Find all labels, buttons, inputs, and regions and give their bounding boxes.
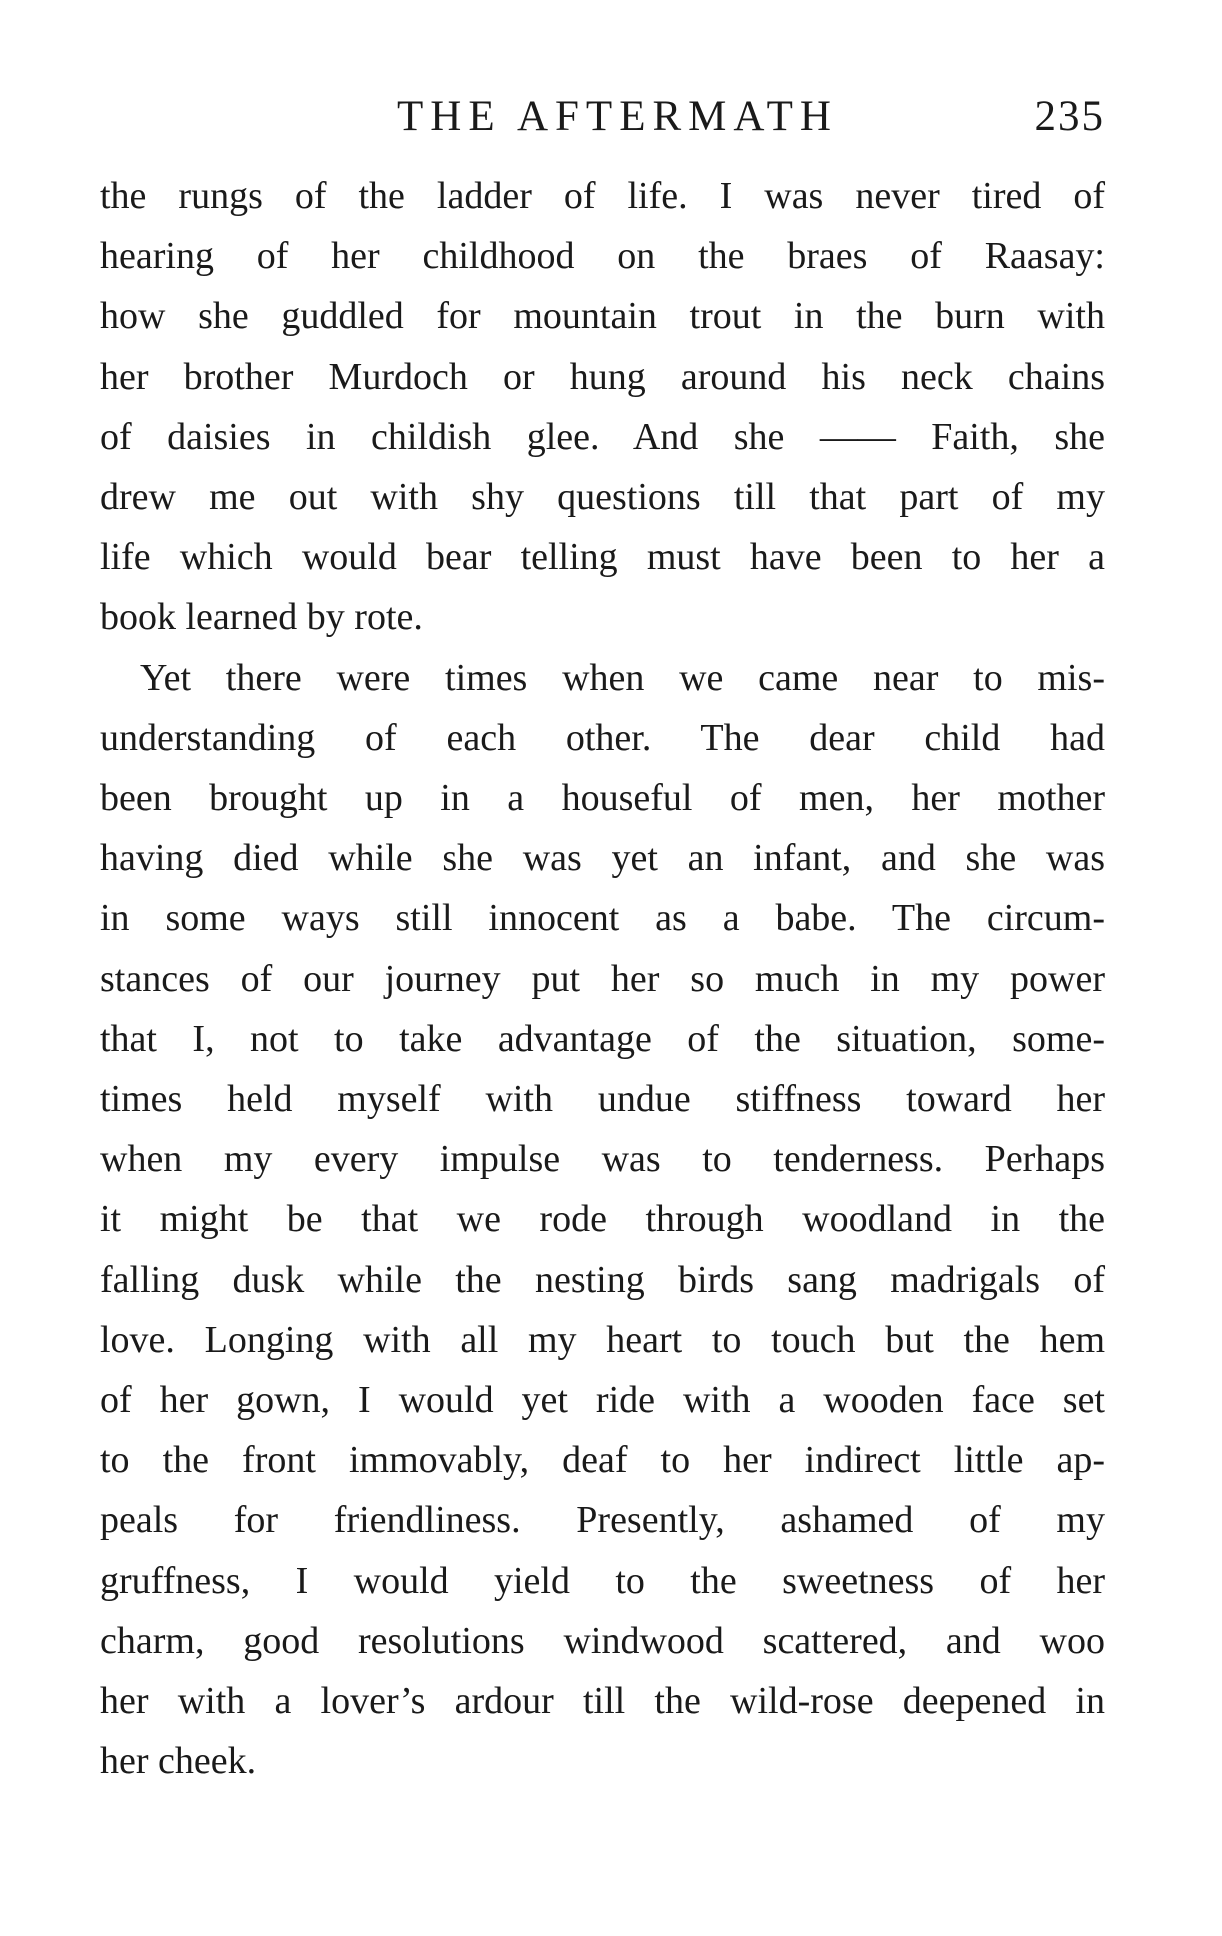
- text-line: falling dusk while the nesting birds sang madrigals of: [100, 1258, 1105, 1301]
- page-number: 235: [1034, 93, 1105, 140]
- running-title: THE AFTERMATH: [397, 93, 838, 140]
- text-line: been brought up in a houseful of men, her mother: [100, 777, 1105, 820]
- text-line: that I, not to take advantage of the situation, some-: [100, 1017, 1105, 1060]
- text-line: the rungs of the ladder of life. I was never tired of: [100, 175, 1105, 217]
- text-line: her cheek.: [100, 1740, 257, 1783]
- text-line: of daisies in childish glee. And she —— Faith, she: [100, 415, 1105, 458]
- text-line: life which would bear telling must have been to her a: [100, 536, 1105, 579]
- text-line: peals for friendliness. Presently, ashamed of my: [100, 1499, 1105, 1542]
- text-line: to the front immovably, deaf to her indirect little ap-: [100, 1439, 1105, 1482]
- text-line: having died while she was yet an infant, and she was: [100, 837, 1105, 880]
- text-line: Yet there were times when we came near to mis-: [140, 656, 1105, 699]
- paragraph-1: [100, 166, 1105, 648]
- text-line: book learned by rote.: [100, 596, 423, 639]
- text-line: drew me out with shy questions till that part of my: [100, 476, 1105, 519]
- text-line: understanding of each other. The dear child had: [100, 716, 1105, 759]
- text-line: times held myself with undue stiffness toward her: [100, 1078, 1105, 1121]
- text-line: stances of our journey put her so much in my power: [100, 957, 1105, 1000]
- book-page: [100, 92, 1105, 1791]
- text-line: her with a lover’s ardour till the wild-rose deepened in: [100, 1680, 1105, 1723]
- text-line: hearing of her childhood on the braes of Raasay:: [100, 235, 1105, 278]
- text-line: it might be that we rode through woodland in the: [100, 1198, 1105, 1241]
- text-line: of her gown, I would yet ride with a wooden face set: [100, 1379, 1105, 1422]
- text-line: her brother Murdoch or hung around his neck chains: [100, 355, 1105, 398]
- running-head: [100, 92, 1105, 152]
- text-line: gruffness, I would yield to the sweetness of her: [100, 1559, 1105, 1602]
- text-line: how she guddled for mountain trout in the burn with: [100, 295, 1105, 338]
- text-line: love. Longing with all my heart to touch but the hem: [100, 1318, 1105, 1361]
- text-line: charm, good resolutions windwood scattered, and woo: [100, 1619, 1105, 1662]
- text-line: when my every impulse was to tenderness. Perhaps: [100, 1138, 1105, 1181]
- text-line: in some ways still innocent as a babe. The circum-: [100, 897, 1105, 940]
- paragraph-2: [100, 648, 1105, 1792]
- body-text: [100, 166, 1105, 1791]
